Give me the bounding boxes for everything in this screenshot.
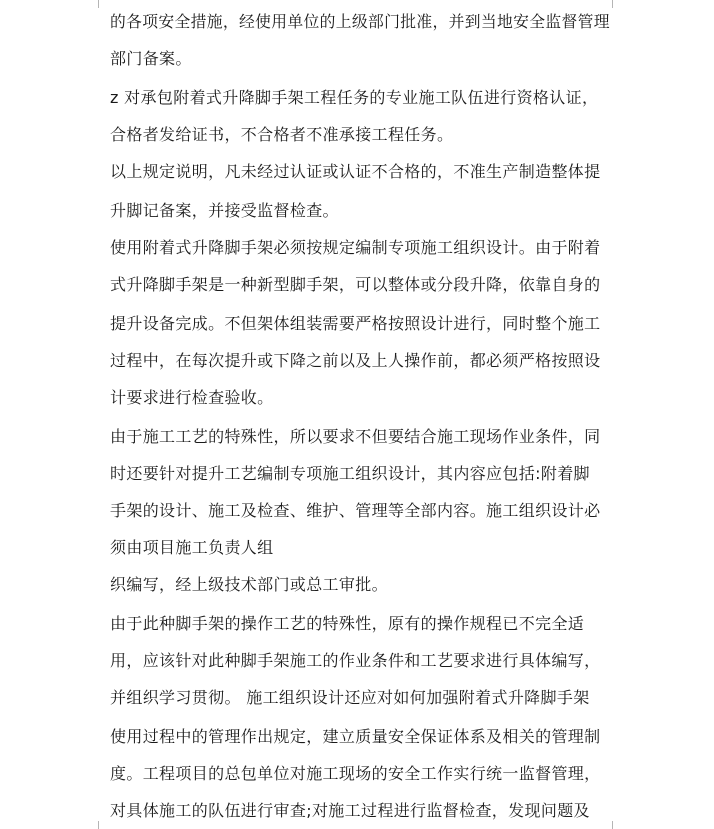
- text-line: 用，应该针对此种脚手架施工的作业条件和工艺要求进行具体编写，: [110, 651, 601, 670]
- page-corner-mark: [78, 0, 99, 8]
- page-corner-mark: [612, 0, 633, 8]
- text-line: 须由项目施工负责人组: [110, 538, 274, 557]
- text-line: 提升设备完成。不但架体组装需要严格按照设计进行，同时整个施工: [110, 314, 601, 333]
- page-corner-mark: [78, 821, 99, 829]
- text-line: 时还要针对提升工艺编制专项施工组织设计，其内容应包括:附着脚: [110, 464, 590, 483]
- text-line: 过程中，在每次提升或下降之前以及上人操作前，都必须严格按照设: [110, 351, 601, 370]
- text-line: 并组织学习贯彻。 施工组织设计还应对如何加强附着式升降脚手架: [110, 688, 590, 707]
- text-line: z 对承包附着式升降脚手架工程任务的专业施工队伍进行资格认证，: [110, 88, 599, 107]
- text-line: 计要求进行检查验收。: [110, 388, 274, 407]
- text-line: 度。工程项目的总包单位对施工现场的安全工作实行统一监督管理，: [110, 764, 601, 783]
- text-line: 部门备案。: [110, 49, 192, 68]
- text-line: 织编写，经上级技术部门或总工审批。: [110, 575, 388, 594]
- text-line: 合格者发给证书，不合格者不准承接工程任务。: [110, 125, 454, 144]
- page-corner-mark: [612, 821, 633, 829]
- text-line: 由于施工工艺的特殊性，所以要求不但要结合施工现场作业条件，同: [110, 427, 601, 446]
- text-line: 使用附着式升降脚手架必须按规定编制专项施工组织设计。由于附着: [110, 238, 601, 257]
- text-line: 手架的设计、施工及检查、维护、管理等全部内容。施工组织设计必: [110, 501, 601, 520]
- text-line: 式升降脚手架是一种新型脚手架，可以整体或分段升降，依靠自身的: [110, 275, 601, 294]
- text-line: 的各项安全措施，经使用单位的上级部门批准，并到当地安全监督管理: [110, 12, 610, 31]
- text-line: 由于此种脚手架的操作工艺的特殊性，原有的操作规程已不完全适: [110, 614, 585, 633]
- text-line: 使用过程中的管理作出规定，建立质量安全保证体系及相关的管理制: [110, 727, 601, 746]
- text-line: 对具体施工的队伍进行审查;对施工过程进行监督检查，发现问题及: [110, 801, 590, 820]
- text-line: 升脚记备案，并接受监督检查。: [110, 201, 339, 220]
- text-line: 以上规定说明，凡未经过认证或认证不合格的，不准生产制造整体提: [110, 162, 601, 181]
